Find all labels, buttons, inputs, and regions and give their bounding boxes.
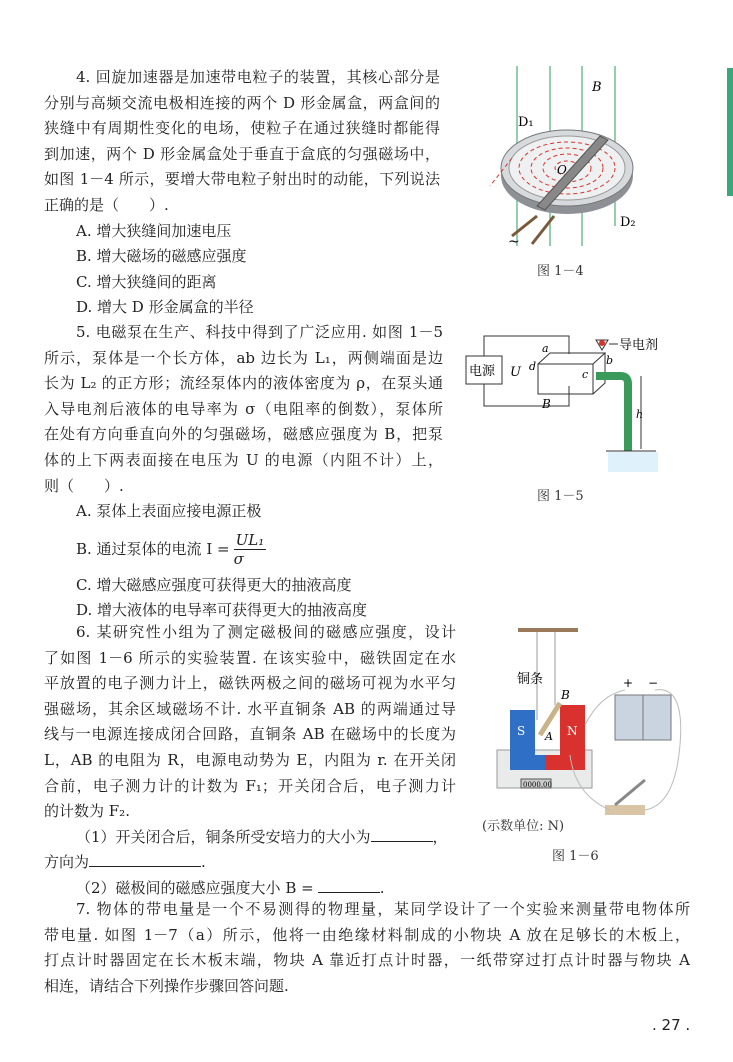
q6-line: 了如图 1－6 所示的实验装置. 在该实验中，磁铁固定在水 <box>44 648 456 667</box>
question-5 <box>44 320 443 624</box>
q7-line: 7. 物体的带电量是一个不易测得的物理量，某同学设计了一个实验来测量带电物体所 <box>76 900 690 918</box>
q5-option-b-text: B. 通过泵体的电流 I = <box>76 539 230 558</box>
label-b: B <box>561 688 570 702</box>
q4-option-a: A. 增大狭缝间加速电压 <box>76 221 232 240</box>
label-a: A <box>545 730 553 743</box>
question-7 <box>44 897 690 999</box>
page-number: . 27 . <box>652 1016 691 1034</box>
q4-line: 到加速，两个 D 形金属盒处于垂直于盒底的匀强磁场中， <box>44 144 440 163</box>
q6-sub1-direction <box>44 850 456 876</box>
q6-sub1-text: （1）开关闭合后，铜条所受安培力的大小为 <box>76 827 371 846</box>
em-pump-figure <box>456 326 671 476</box>
q4-line: 4. 回旋加速器是加速带电粒子的装置，其核心部分是 <box>76 68 440 86</box>
q6-line: 线与一电源连接成闭合回路，直铜条 AB 在磁场中的长度为 <box>44 725 456 744</box>
label-c: c <box>582 368 589 381</box>
q5-line: 入导电剂后液体的电导率为 σ（电阻率的倒数），泵体所 <box>44 399 443 418</box>
ac-symbol: ~ <box>508 234 520 250</box>
experiment-figure <box>485 625 725 815</box>
q4-line: 如图 1－4 所示，要增大带电粒子射出时的动能，下列说法 <box>44 170 440 189</box>
q6-sub1 <box>44 825 456 851</box>
q6-line: 强磁场，其余区域磁场不计. 水平直铜条 AB 的两端通过导 <box>44 699 456 718</box>
q5-line: 在处有方向垂直向外的匀强磁场，磁感应强度为 B，把泵 <box>44 425 443 444</box>
chapter-tab <box>727 68 733 196</box>
q5-line: 体的上下两表面接在电压为 U 的电源（内阻不计）上， <box>44 450 443 469</box>
q7-line: 相连，请结合下列操作步骤回答问题. <box>44 976 289 995</box>
q5-option-b <box>44 525 443 573</box>
minus-sign: − <box>648 676 659 690</box>
q6-line: 合前，电子测力计的计数为 F₁；开关闭合后，电子测力计 <box>44 776 456 795</box>
meter-display: 0000.00 <box>523 781 552 789</box>
q5-line: 5. 电磁泵在生产、科技中得到了广泛应用. 如图 1－5 <box>76 323 443 341</box>
label-s: S <box>517 724 526 738</box>
label-b: b <box>606 354 614 367</box>
q5-option-d: D. 增大液体的电导率可获得更大的抽液高度 <box>76 601 368 620</box>
formula-denominator: σ <box>233 550 244 569</box>
label-b-field: B <box>542 397 551 411</box>
q6-line: 平放置的电子测力计上，磁铁两极之间的磁场可视为水平匀 <box>44 674 456 693</box>
cyclotron-figure <box>482 66 652 256</box>
label-d: d <box>529 360 537 373</box>
period: . <box>201 853 206 872</box>
q5-option-c: C. 增大磁感应强度可获得更大的抽液高度 <box>76 575 352 594</box>
liquid <box>608 452 658 472</box>
label-h: h <box>636 408 644 421</box>
formula-numerator: UL₁ <box>235 531 265 550</box>
pump-body <box>538 353 605 394</box>
q7-line: 打点计时器固定在长木板末端，物块 A 靠近打点计时器，一纸带穿过打点计时器与物块 A <box>44 951 690 970</box>
label-d1: D₁ <box>518 115 534 130</box>
answer-blank-direction[interactable] <box>89 850 201 867</box>
comma: ， <box>432 827 448 846</box>
figure-1-5-caption: 图 1－5 <box>537 489 584 504</box>
answer-blank-b[interactable] <box>318 876 380 893</box>
magnet-s-pole <box>510 710 550 770</box>
label-d2: D₂ <box>620 215 636 230</box>
switch <box>605 805 645 815</box>
q5-option-a: A. 泵体上表面应接电源正极 <box>76 502 262 521</box>
q5-line: 所示，泵体是一个长方体，ab 边长为 L₁，两侧端面是边 <box>44 348 443 367</box>
power-source-label: 电源 <box>469 364 496 379</box>
answer-blank-force[interactable] <box>371 825 433 842</box>
question-6 <box>44 620 456 902</box>
q4-line: 分别与高频交流电极相连接的两个 D 形金属盒，两盒间的 <box>44 93 440 112</box>
q4-line: 狭缝中有周期性变化的电场，使粒子在通过狭缝时都能得 <box>44 119 440 138</box>
copper-label: 铜条 <box>517 672 544 687</box>
figure-1-6-caption: 图 1－6 <box>552 849 599 864</box>
label-u: U <box>510 365 521 380</box>
direction-label: 方向为 <box>44 853 90 872</box>
question-4 <box>44 65 440 321</box>
q5-line: 长为 L₂ 的正方形；流经泵体内的液体密度为 ρ，在泵头通 <box>44 374 443 393</box>
current-formula <box>234 531 267 568</box>
label-n: N <box>567 724 578 738</box>
period: . <box>379 878 385 897</box>
q4-option-c: C. 增大狭缝间的距离 <box>76 272 217 291</box>
plus-sign: + <box>623 676 634 690</box>
label-a: a <box>542 342 549 355</box>
battery <box>615 695 643 740</box>
q6-sub2-text: （2）磁极间的磁感应强度大小 B = <box>76 878 314 897</box>
q5-line: 则（ ）. <box>44 476 124 495</box>
conductive-agent-label: 导电剂 <box>619 338 659 353</box>
figure-1-4-caption: 图 1－4 <box>537 264 584 279</box>
q4-option-d: D. 增大 D 形金属盒的半径 <box>76 298 254 317</box>
q6-line: 的计数为 F₂. <box>44 802 130 821</box>
q6-line: L，AB 的电阻为 R，电源电动势为 E，内阻为 r. 在开关闭 <box>44 750 456 769</box>
label-b: B <box>592 80 602 95</box>
q4-line: 正确的是（ ）. <box>44 195 169 214</box>
q6-line: 6. 某研究性小组为了测定磁极间的磁感应强度，设计 <box>76 623 456 641</box>
unit-note: (示数单位: N) <box>482 819 565 834</box>
label-o: O <box>557 163 567 177</box>
q4-option-b: B. 增大磁场的磁感应强度 <box>76 247 247 266</box>
q7-line: 带电量. 如图 1－7（a）所示，他将一由绝缘材料制成的小物块 A 放在足够长的木板上， <box>44 925 690 944</box>
